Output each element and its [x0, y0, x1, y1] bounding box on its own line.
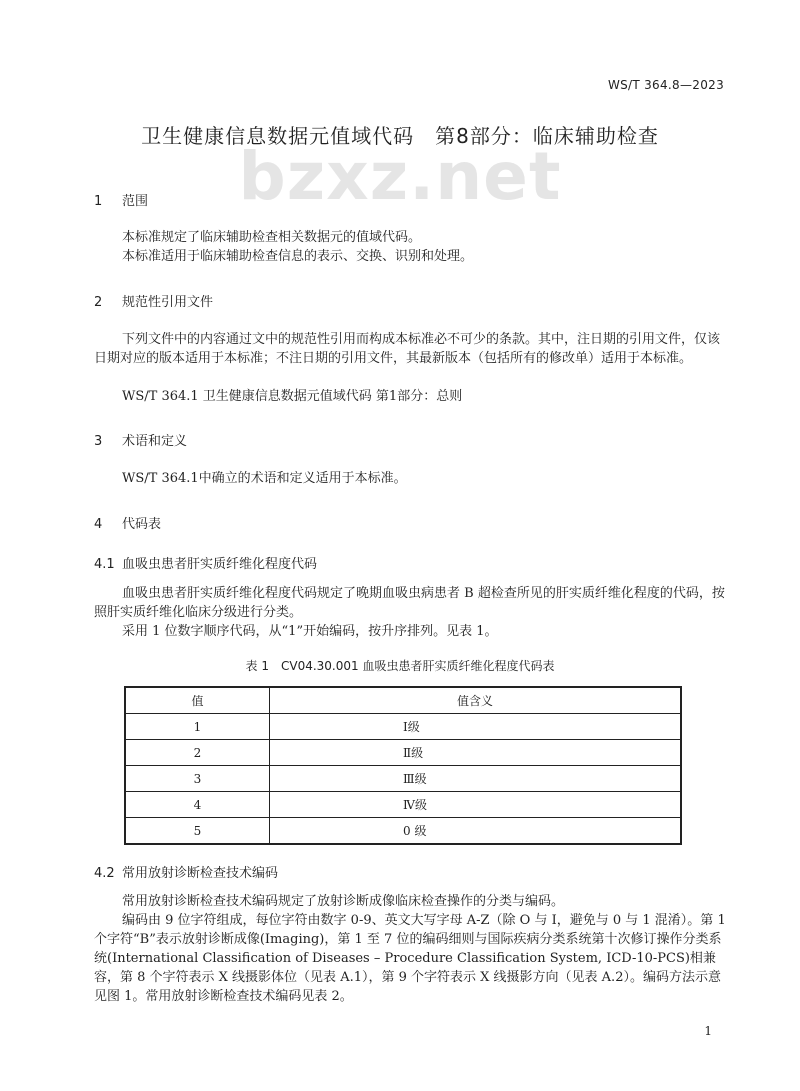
section-1-heading: [94, 190, 148, 209]
table-row: [125, 714, 681, 740]
section-number: 3: [94, 434, 103, 449]
code-table: [124, 686, 682, 845]
section-number: 2: [94, 295, 103, 310]
paragraph: 常用放射诊断检查技术编码规定了放射诊断成像临床检查操作的分类与编码。: [122, 894, 565, 909]
paragraph: 采用 1 位数字顺序代码，从“1”开始编码，按升序排列。见表 1。: [122, 624, 498, 639]
section-title: 代码表: [122, 517, 162, 532]
page-number: 1: [704, 1024, 712, 1038]
table-row: [125, 740, 681, 766]
section-4-heading: [94, 513, 161, 532]
code-value: 1: [125, 714, 270, 740]
document-title: 卫生健康信息数据元值域代码 第8部分：临床辅助检查: [141, 124, 659, 148]
paragraph: 血吸虫患者肝实质纤维化程度代码规定了晚期血吸虫病患者 B 超检查所见的肝实质纤维化程度的代码，按照肝实质纤维化临床分级进行分类。: [94, 586, 725, 620]
code-value: 5: [125, 818, 270, 845]
section-number: 1: [94, 194, 103, 209]
section-number: 4: [94, 517, 103, 532]
standard-code: WS/T 364.8—2023: [607, 78, 724, 92]
section-title: 范围: [122, 194, 149, 209]
code-meaning: Ⅱ级: [270, 740, 682, 766]
table-row: [125, 766, 681, 792]
table-caption: 表 1 CV04.30.001 血吸虫患者肝实质纤维化程度代码表: [245, 659, 555, 673]
section-title: 规范性引用文件: [122, 295, 214, 310]
section-2-heading: [94, 291, 213, 310]
paragraph: 本标准适用于临床辅助检查信息的表示、交换、识别和处理。: [122, 249, 474, 264]
code-value: 3: [125, 766, 270, 792]
section-3-heading: [94, 430, 187, 449]
section-number: 4.1: [94, 557, 115, 572]
table-row: [125, 792, 681, 818]
section-4-1-heading: [94, 553, 317, 572]
section-title: 血吸虫患者肝实质纤维化程度代码: [122, 557, 318, 572]
paragraph: 本标准规定了临床辅助检查相关数据元的值域代码。: [122, 230, 422, 245]
watermark: bzxz.net: [238, 138, 562, 215]
paragraph: WS/T 364.1中确立的术语和定义适用于本标准。: [122, 471, 407, 486]
section-number: 4.2: [94, 866, 115, 881]
code-meaning: Ⅰ级: [270, 714, 682, 740]
code-value: 2: [125, 740, 270, 766]
table-header-row: [125, 687, 681, 714]
code-meaning: 0 级: [270, 818, 682, 845]
column-header: 值含义: [270, 687, 682, 714]
reference-item: WS/T 364.1 卫生健康信息数据元值域代码 第1部分：总则: [122, 389, 463, 404]
section-4-2-heading: [94, 862, 278, 881]
code-meaning: Ⅲ级: [270, 766, 682, 792]
code-meaning: Ⅳ级: [270, 792, 682, 818]
column-header: 值: [125, 687, 270, 714]
section-title: 术语和定义: [122, 434, 188, 449]
paragraph: 下列文件中的内容通过文中的规范性引用而构成本标准必不可少的条款。其中，注日期的引用文件，仅该日期对应的版本适用于本标准；不注日期的引用文件，其最新版本（包括所有的修改单）适用于本标准。: [94, 332, 721, 366]
paragraph: 编码由 9 位字符组成，每位字符由数字 0-9、英文大写字母 A-Z（除 O 与 I，避免与 0 与 1 混淆）。第 1 个字符“B”表示放射诊断成像(Imaging)，第 1 至 7 位的编码细则与国际疾病分类系统第十次修订操作分类系统(International Classification of Diseases – Procedure Classification System, ICD-10-PCS)相兼容，第 8 个字符表示 X 线摄影体位（见表 A.1），第 9 个字符表示 X 线摄影方向（见表 A.2）。编码方法示意见图 1。常用放射诊断检查技术编码见表 2。: [94, 913, 726, 1004]
section-title: 常用放射诊断检查技术编码: [122, 866, 279, 881]
table-row: [125, 818, 681, 845]
code-value: 4: [125, 792, 270, 818]
